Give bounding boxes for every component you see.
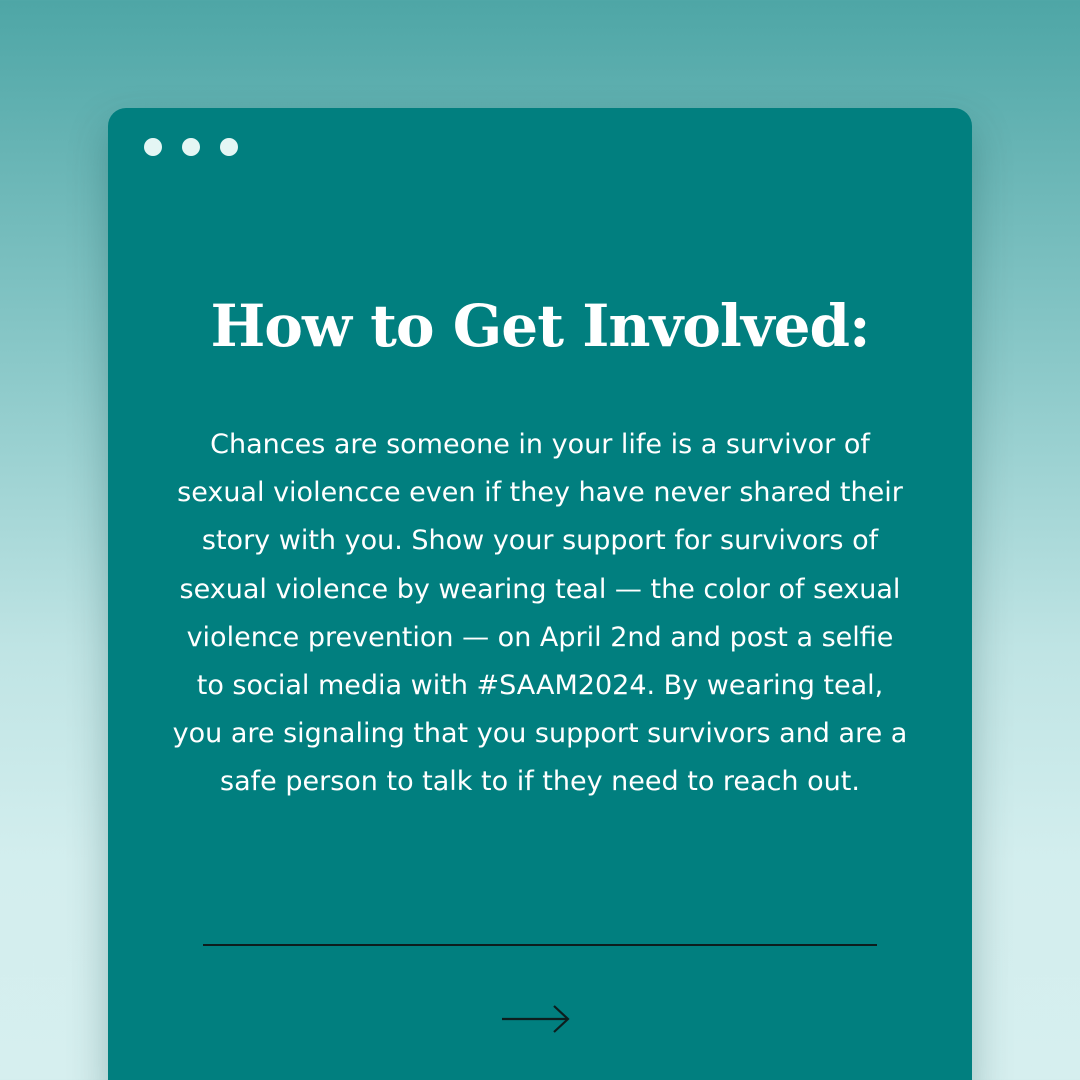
body-paragraph: Chances are someone in your life is a survivor of sexual violencce even if they have never shared their story with you. Show your support for survivors of sexual violence by wearing teal — the color of sexual violence prevention — on April 2nd and post a selfie to social media with #SAAM2024. By wearing teal, you are signaling that you support survivors and are a safe person to talk to if they need to reach out. <box>172 429 908 798</box>
content-card <box>108 108 972 1080</box>
page-title: How to Get Involved: <box>210 292 870 360</box>
window-dot-1 <box>144 138 162 156</box>
window-controls <box>144 138 238 156</box>
divider <box>203 944 877 946</box>
window-dot-2 <box>182 138 200 156</box>
arrow-right-icon[interactable] <box>500 1002 572 1036</box>
window-dot-3 <box>220 138 238 156</box>
